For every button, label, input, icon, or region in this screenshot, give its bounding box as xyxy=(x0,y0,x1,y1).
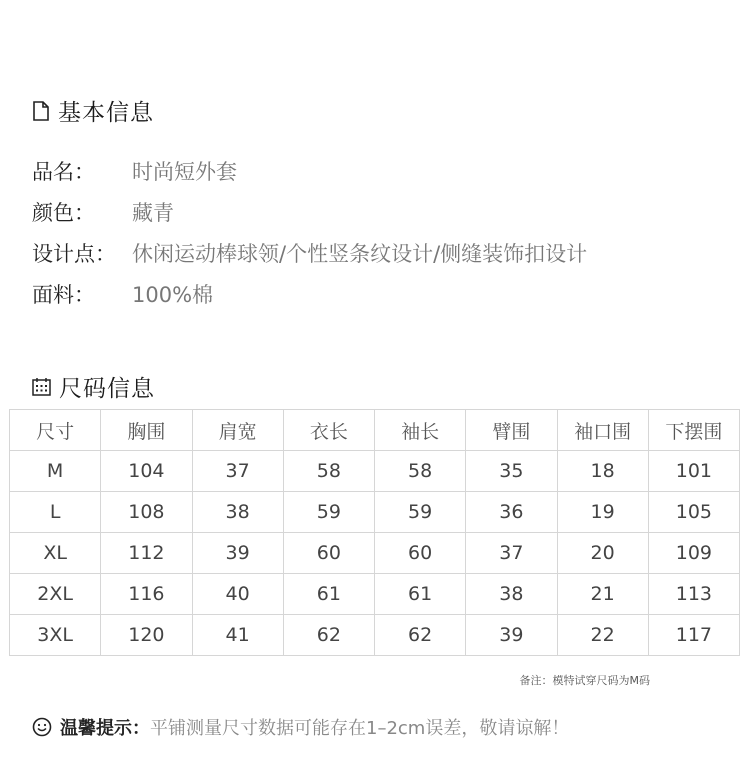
info-label: 面料： xyxy=(32,282,95,307)
size-info-title-text: 尺码信息 xyxy=(59,376,155,402)
table-cell: 113 xyxy=(648,574,739,615)
table-cell: 38 xyxy=(192,492,283,533)
table-cell: 61 xyxy=(283,574,374,615)
info-row-name xyxy=(32,150,587,191)
size-info-title xyxy=(32,370,155,403)
table-cell: 101 xyxy=(648,451,739,492)
table-cell: 2XL xyxy=(10,574,101,615)
table-cell: 61 xyxy=(375,574,466,615)
table-cell: 105 xyxy=(648,492,739,533)
basic-info-title-text: 基本信息 xyxy=(58,100,154,126)
table-cell: 18 xyxy=(557,451,648,492)
table-cell: 60 xyxy=(283,533,374,574)
table-cell: 116 xyxy=(101,574,192,615)
info-row-fabric xyxy=(32,273,587,314)
column-header: 臂围 xyxy=(466,410,557,451)
column-header: 袖口围 xyxy=(557,410,648,451)
table-row xyxy=(10,533,740,574)
info-label: 设计点： xyxy=(32,241,116,266)
table-cell: 21 xyxy=(557,574,648,615)
calendar-icon xyxy=(32,377,51,396)
table-cell: 3XL xyxy=(10,615,101,656)
table-cell: 20 xyxy=(557,533,648,574)
table-cell: 117 xyxy=(648,615,739,656)
table-cell: M xyxy=(10,451,101,492)
table-cell: 39 xyxy=(466,615,557,656)
table-cell: 37 xyxy=(466,533,557,574)
table-row xyxy=(10,574,740,615)
table-cell: 39 xyxy=(192,533,283,574)
column-header: 尺寸 xyxy=(10,410,101,451)
smiley-icon xyxy=(32,717,52,737)
table-cell: 58 xyxy=(375,451,466,492)
table-cell: L xyxy=(10,492,101,533)
column-header: 衣长 xyxy=(283,410,374,451)
table-cell: 109 xyxy=(648,533,739,574)
info-label: 颜色： xyxy=(32,200,95,225)
table-cell: 19 xyxy=(557,492,648,533)
info-value: 时尚短外套 xyxy=(132,159,237,184)
table-header-row xyxy=(10,410,740,451)
tip-label: 温馨提示： xyxy=(60,718,150,739)
table-row xyxy=(10,492,740,533)
column-header: 胸围 xyxy=(101,410,192,451)
info-row-design xyxy=(32,232,587,273)
table-cell: 62 xyxy=(283,615,374,656)
table-cell: XL xyxy=(10,533,101,574)
table-row xyxy=(10,451,740,492)
table-cell: 58 xyxy=(283,451,374,492)
info-label: 品名： xyxy=(32,159,95,184)
basic-info-list xyxy=(32,150,587,314)
table-cell: 37 xyxy=(192,451,283,492)
column-header: 袖长 xyxy=(375,410,466,451)
size-note: 备注：模特试穿尺码为M码 xyxy=(519,674,650,687)
info-value: 藏青 xyxy=(132,200,174,225)
tip-line xyxy=(32,714,569,740)
column-header: 下摆围 xyxy=(648,410,739,451)
table-cell: 60 xyxy=(375,533,466,574)
table-cell: 35 xyxy=(466,451,557,492)
table-cell: 41 xyxy=(192,615,283,656)
table-cell: 112 xyxy=(101,533,192,574)
info-value: 休闲运动棒球领/个性竖条纹设计/侧缝装饰扣设计 xyxy=(132,241,588,266)
table-cell: 120 xyxy=(101,615,192,656)
size-table xyxy=(9,409,740,656)
document-icon xyxy=(32,101,50,121)
info-row-color xyxy=(32,191,587,232)
info-value: 100%棉 xyxy=(132,282,214,307)
table-cell: 104 xyxy=(101,451,192,492)
table-cell: 59 xyxy=(375,492,466,533)
table-cell: 36 xyxy=(466,492,557,533)
tip-text: 平铺测量尺寸数据可能存在1–2cm误差，敬请谅解！ xyxy=(150,718,570,739)
table-cell: 38 xyxy=(466,574,557,615)
table-cell: 62 xyxy=(375,615,466,656)
table-row xyxy=(10,615,740,656)
basic-info-title xyxy=(32,94,154,127)
table-cell: 108 xyxy=(101,492,192,533)
table-cell: 59 xyxy=(283,492,374,533)
table-cell: 40 xyxy=(192,574,283,615)
column-header: 肩宽 xyxy=(192,410,283,451)
table-cell: 22 xyxy=(557,615,648,656)
